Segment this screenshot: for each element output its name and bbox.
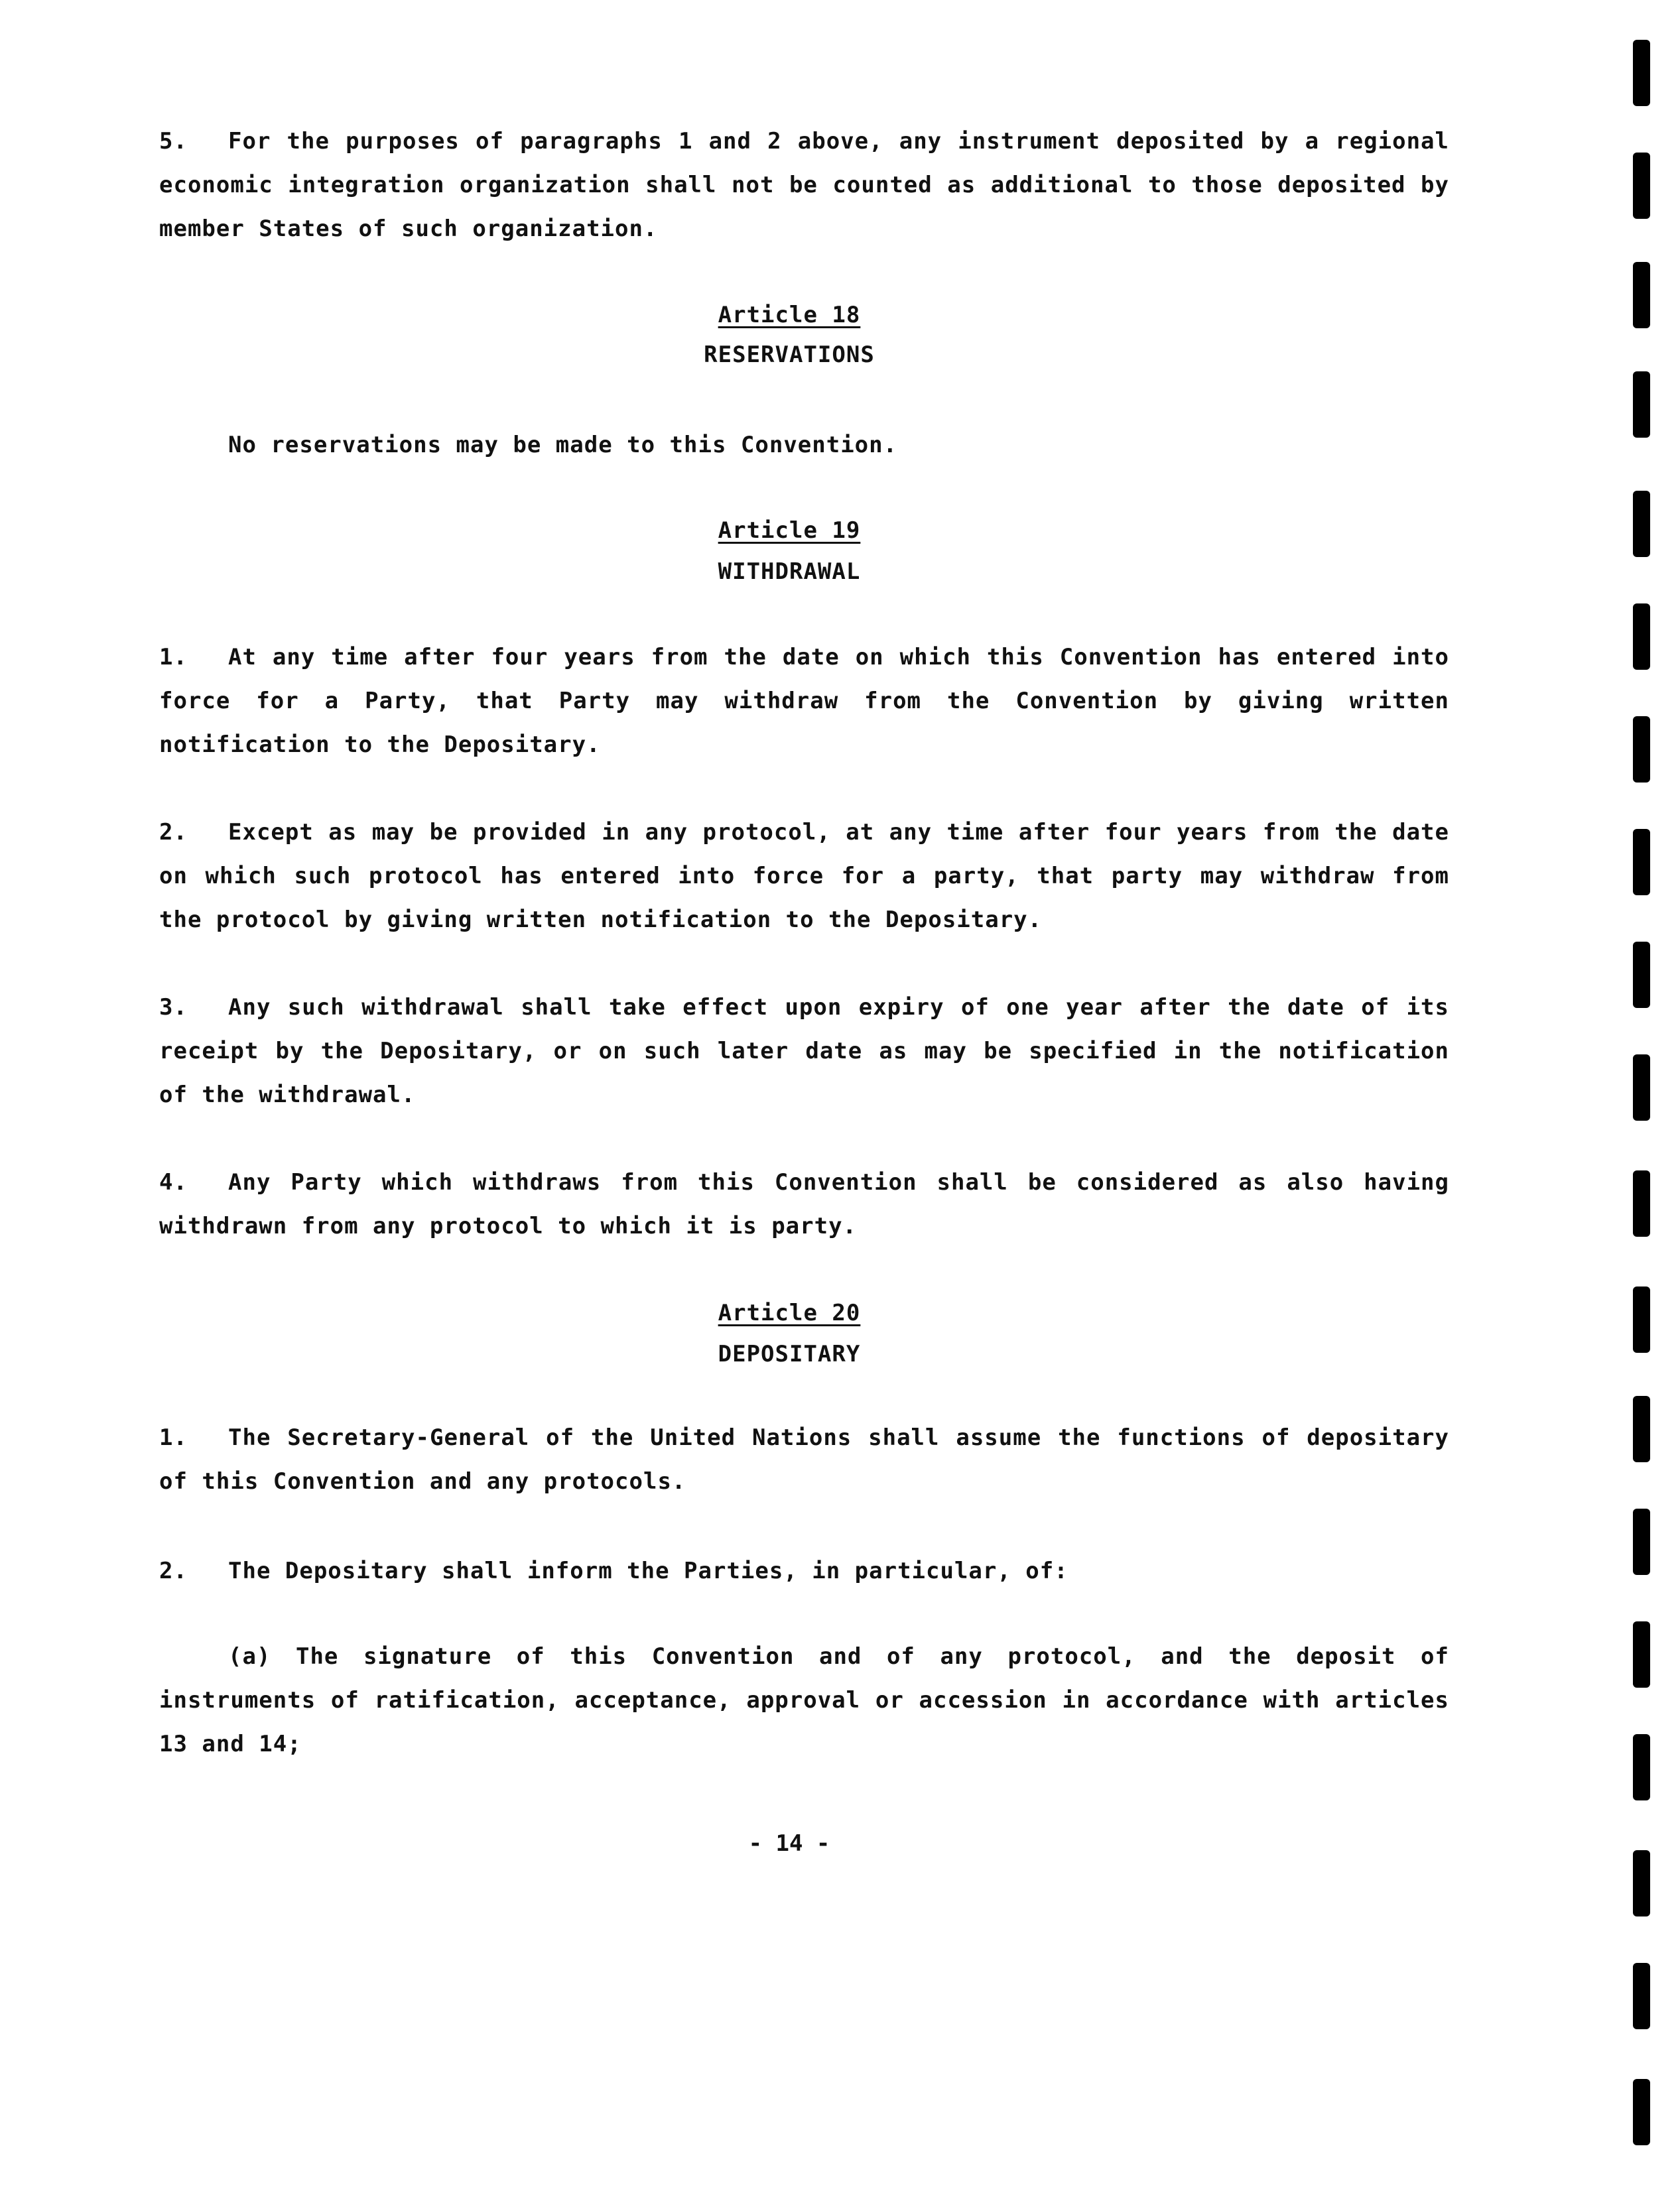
binding-hole — [1633, 1396, 1650, 1462]
paragraph-number: 2. — [159, 1558, 188, 1584]
binding-hole — [1633, 603, 1650, 670]
paragraph-text: At any time after four years from the date on which this Convention has entered into force for a Party, that Party may withdraw from the Convention by giving written notification to the Depositary. — [159, 644, 1449, 758]
paragraph-number: 3. — [159, 994, 188, 1021]
article-18-subtitle: RESERVATIONS — [704, 342, 875, 368]
binding-holes — [1633, 0, 1659, 2197]
article-20-subtitle: DEPOSITARY — [718, 1341, 861, 1367]
paragraph-number: 2. — [159, 819, 188, 846]
binding-hole — [1633, 1850, 1650, 1916]
article-19-paragraph-4 — [159, 1161, 1449, 1248]
binding-hole — [1633, 1509, 1650, 1575]
article-18-title: Article 18 — [718, 302, 861, 328]
binding-hole — [1633, 1963, 1650, 2029]
binding-hole — [1633, 942, 1650, 1008]
binding-hole — [1633, 1287, 1650, 1353]
page-number: - 14 - — [748, 1830, 830, 1857]
binding-hole — [1633, 1054, 1650, 1121]
binding-hole — [1633, 262, 1650, 328]
paragraph-text: Any Party which withdraws from this Convention shall be considered as also having withdrawn from any protocol to which it is party. — [159, 1169, 1449, 1239]
binding-hole — [1633, 491, 1650, 557]
binding-hole — [1633, 153, 1650, 219]
binding-hole — [1633, 829, 1650, 895]
binding-hole — [1633, 1734, 1650, 1800]
paragraph-text: The Depositary shall inform the Parties, in particular, of: — [228, 1558, 1068, 1584]
article-20-paragraph-1 — [159, 1416, 1449, 1503]
paragraph-text: For the purposes of paragraphs 1 and 2 above, any instrument deposited by a regional economic integration organization shall not be counted as additional to those deposited by member States of such organization. — [159, 128, 1449, 242]
article-19-subtitle: WITHDRAWAL — [718, 558, 861, 585]
article-19-paragraph-3 — [159, 985, 1449, 1117]
article-20-sub-item-a: (a) The signature of this Convention and of any protocol, and the deposit of instruments of ratification, acceptance, approval or accession in accordance with articles 13 and 14; — [159, 1643, 1449, 1757]
article-20-paragraph-2 — [159, 1549, 1449, 1593]
paragraph-text: Any such withdrawal shall take effect upon expiry of one year after the date of its receipt by the Depositary, or on such later date as may be specified in the notification of the withdrawal. — [159, 994, 1449, 1108]
binding-hole — [1633, 1170, 1650, 1237]
article-18-text: No reservations may be made to this Convention. — [228, 432, 898, 458]
article-20-title: Article 20 — [718, 1300, 861, 1326]
article-19-paragraph-2 — [159, 810, 1449, 942]
binding-hole — [1633, 1621, 1650, 1688]
paragraph-text: The Secretary-General of the United Nations shall assume the functions of depositary of this Convention and any protocols. — [159, 1424, 1449, 1495]
binding-hole — [1633, 716, 1650, 783]
paragraph-number: 5. — [159, 128, 188, 155]
binding-hole — [1633, 371, 1650, 438]
article-19-title: Article 19 — [718, 517, 861, 544]
paragraph-number: 1. — [159, 1424, 188, 1451]
binding-hole — [1633, 40, 1650, 106]
paragraph-number: 4. — [159, 1169, 188, 1196]
binding-hole — [1633, 2079, 1650, 2145]
paragraph-5 — [159, 119, 1449, 251]
paragraph-number: 1. — [159, 644, 188, 670]
article-19-paragraph-1 — [159, 635, 1449, 767]
paragraph-text: Except as may be provided in any protocol, at any time after four years from the date on which such protocol has entered into force for a party, that party may withdraw from the protocol by giving written notification to the Depositary. — [159, 819, 1449, 933]
